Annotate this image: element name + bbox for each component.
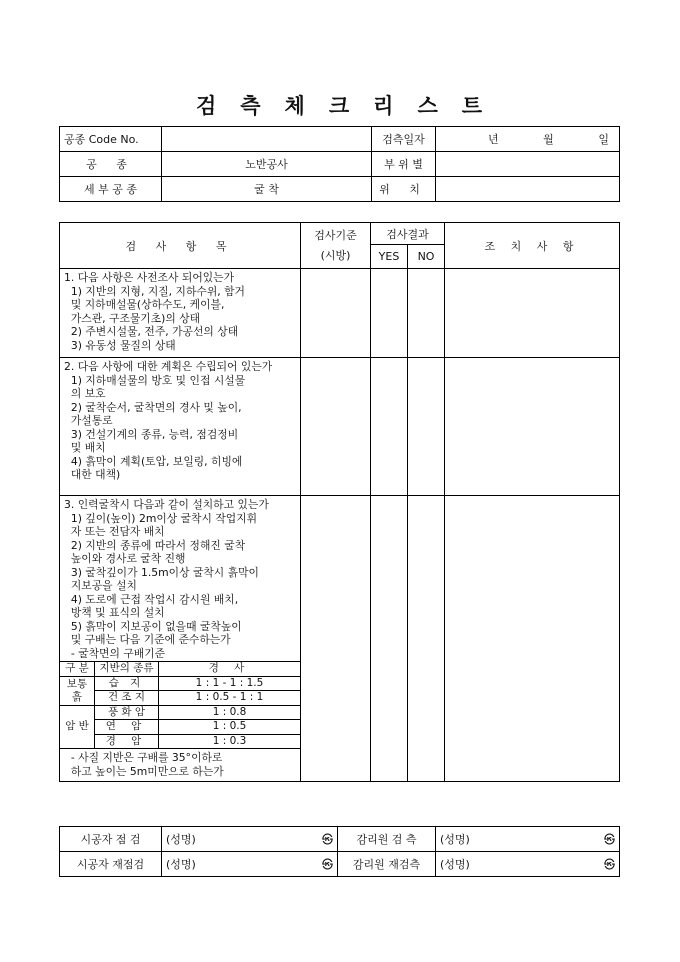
seal-icon: ㉿	[604, 858, 615, 871]
action-cell-1[interactable]	[445, 269, 620, 358]
item-line: 지보공을 설치	[64, 579, 137, 592]
item-line: 자 또는 전담자 배치	[64, 525, 165, 538]
standard-cell-1[interactable]	[301, 269, 371, 358]
item-line: 및 지하매설물(상하수도, 케이블,	[64, 298, 225, 311]
supervisor-check-label: 감리원 검 측	[338, 827, 436, 852]
slope-value: 1 : 0.5	[159, 720, 301, 735]
item-line: 3) 건설기계의 종류, 능력, 점검정비	[64, 427, 239, 441]
slope-value: 1 : 0.3	[159, 734, 301, 749]
item-line: 2) 지반의 종류에 따라서 정해진 굴착	[64, 538, 246, 552]
slope-header-ground: 지반의 종류	[95, 662, 159, 677]
item-line: 4) 흙막이 계획(토압, 보일링, 히빙에	[64, 454, 243, 468]
seal-icon: ㉿	[604, 833, 615, 846]
slope-group-rock: 암 반	[60, 705, 95, 749]
checklist-table	[59, 222, 620, 782]
yes-header: YES	[371, 245, 408, 269]
seal-icon: ㉿	[322, 858, 333, 871]
contractor-recheck-label: 시공자 재점검	[60, 852, 162, 877]
date-year: 년	[488, 133, 499, 146]
item-line: 높이와 경사로 굴착 진행	[64, 552, 186, 565]
title-char: 측	[240, 93, 263, 118]
date-label: 검측일자	[372, 127, 436, 152]
work-value[interactable]: 노반공사	[162, 152, 372, 177]
name-placeholder: (성명)	[166, 858, 196, 871]
page-title	[0, 90, 680, 120]
supervisor-recheck-label: 감리원 재검측	[338, 852, 436, 877]
name-placeholder: (성명)	[166, 833, 196, 846]
item-line: 및 배치	[64, 441, 106, 454]
item-line: 4) 도로에 근접 작업시 감시원 배치,	[64, 592, 239, 606]
standard-cell-3[interactable]	[301, 496, 371, 782]
slope-table	[60, 661, 301, 749]
item-line: 2) 주변시설물, 전주, 가공선의 상태	[64, 325, 239, 338]
action-cell-3[interactable]	[445, 496, 620, 782]
title-char: 리	[373, 93, 396, 118]
no-header: NO	[408, 245, 445, 269]
slope-note	[60, 749, 300, 781]
title-char: 스	[417, 93, 440, 118]
supervisor-check-sign[interactable]	[436, 827, 620, 852]
item-line: 5) 흙막이 지보공이 없을때 굴착높이	[64, 619, 242, 633]
item-line: 3) 유동성 물질의 상태	[64, 338, 176, 352]
standard-header-line: (시방)	[320, 248, 351, 262]
detail-value[interactable]: 굴 착	[162, 177, 372, 202]
name-placeholder: (성명)	[440, 858, 470, 871]
item-line: 1) 지하매설물의 방호 및 인접 시설물	[64, 373, 246, 387]
result-header: 검사결과	[371, 223, 445, 245]
item-line: 2. 다음 사항에 대한 계획은 수립되어 있는가	[64, 360, 273, 373]
supervisor-recheck-sign[interactable]	[436, 852, 620, 877]
contractor-check-label: 시공자 점 검	[60, 827, 162, 852]
item-line: 3) 굴착깊이가 1.5m이상 굴착시 흙막이	[64, 565, 259, 579]
item-line: 및 구배는 다음 기준에 준수하는가	[64, 633, 231, 646]
slope-header-type: 구 분	[60, 662, 95, 677]
action-cell-2[interactable]	[445, 358, 620, 496]
title-char: 체	[284, 93, 307, 118]
location-label: 위 치	[372, 177, 436, 202]
date-month: 월	[543, 133, 554, 146]
slope-ground: 습 지	[95, 676, 159, 691]
slope-value: 1 : 0.5 - 1 : 1	[159, 691, 301, 706]
location-value[interactable]	[436, 177, 620, 202]
items-header: 검 사 항 목	[60, 223, 301, 269]
item-line: 1) 깊이(높이) 2m이상 굴착시 작업지휘	[64, 511, 258, 525]
date-value[interactable]	[436, 127, 620, 152]
code-value[interactable]	[162, 127, 372, 152]
no-cell-2[interactable]	[408, 358, 445, 496]
part-label: 부 위 별	[372, 152, 436, 177]
item-line: 1. 다음 사항은 사전조사 되어있는가	[64, 271, 235, 284]
action-header: 조 치 사 항	[445, 223, 620, 269]
slope-ground: 풍 화 암	[95, 705, 159, 720]
check-item-1	[60, 269, 301, 358]
slope-ground: 경 암	[95, 734, 159, 749]
seal-icon: ㉿	[322, 833, 333, 846]
slope-ground: 건 조 지	[95, 691, 159, 706]
check-item-3	[60, 496, 301, 782]
item-line: 방책 및 표식의 설치	[64, 606, 165, 619]
contractor-recheck-sign[interactable]	[162, 852, 338, 877]
yes-cell-3[interactable]	[371, 496, 408, 782]
code-label: 공종 Code No.	[60, 127, 162, 152]
header-table	[59, 126, 620, 202]
detail-label: 세 부 공 종	[60, 177, 162, 202]
item-line: 가스관, 구조물기초)의 상태	[64, 311, 201, 325]
item-line: 의 보호	[64, 387, 106, 400]
title-char: 트	[461, 93, 485, 118]
standard-header	[301, 223, 371, 269]
item-line: 3. 인력굴착시 다음과 같이 설치하고 있는가	[64, 498, 269, 511]
item-line: 1) 지반의 지형, 지질, 지하수위, 함거	[64, 284, 245, 298]
check-item-2	[60, 358, 301, 496]
item-line: 2) 굴착순서, 굴착면의 경사 및 높이,	[64, 400, 242, 414]
part-value[interactable]	[436, 152, 620, 177]
title-char: 크	[328, 93, 352, 118]
item-line: 가설통로	[64, 414, 113, 427]
standard-header-line: 검사기준	[314, 228, 357, 242]
slope-value: 1 : 0.8	[159, 705, 301, 720]
slope-value: 1 : 1 - 1 : 1.5	[159, 676, 301, 691]
slope-group-soil: 보통흙	[60, 676, 95, 705]
slope-header-slope: 경 사	[159, 662, 301, 677]
standard-cell-2[interactable]	[301, 358, 371, 496]
name-placeholder: (성명)	[440, 833, 470, 846]
item-line: 대한 대책)	[64, 468, 121, 481]
yes-cell-1[interactable]	[371, 269, 408, 358]
signature-table	[59, 826, 620, 877]
contractor-check-sign[interactable]	[162, 827, 338, 852]
date-day: 일	[598, 133, 609, 146]
title-char: 검	[195, 93, 219, 118]
no-cell-1[interactable]	[408, 269, 445, 358]
work-label: 공 종	[60, 152, 162, 177]
note-line: - 사질 지반은 구배를 35°이하로	[64, 751, 223, 764]
item-line: - 굴착면의 구배기준	[64, 646, 166, 660]
note-line: 하고 높이는 5m미만으로 하는가	[64, 765, 224, 778]
yes-cell-2[interactable]	[371, 358, 408, 496]
no-cell-3[interactable]	[408, 496, 445, 782]
slope-ground: 연 암	[95, 720, 159, 735]
